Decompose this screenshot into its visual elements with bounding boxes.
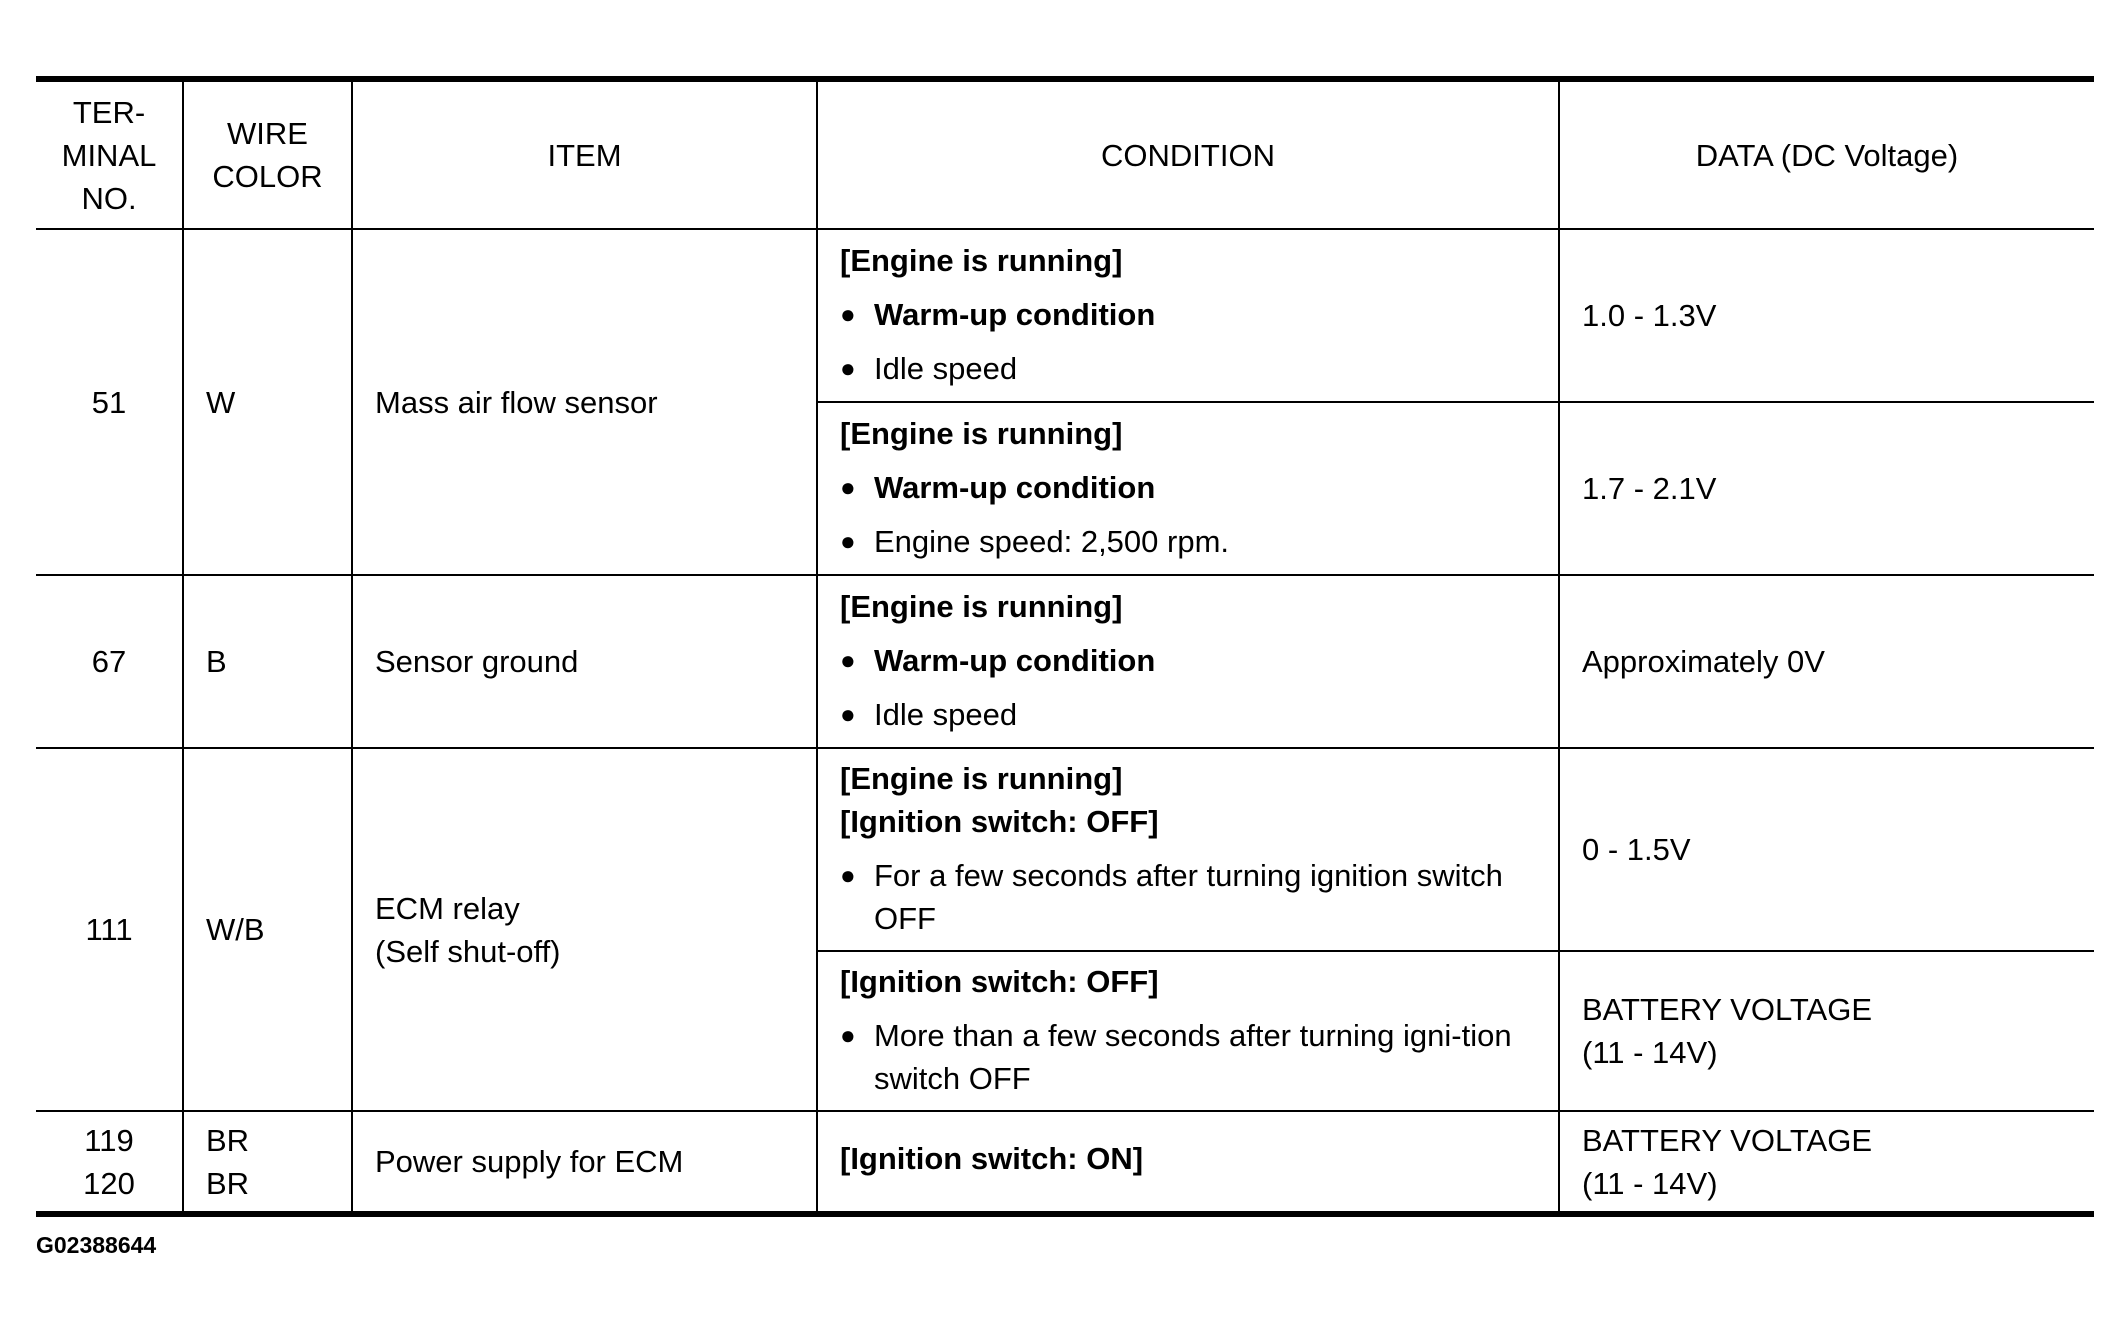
condition-cell: [Ignition switch: ON] xyxy=(817,1111,1559,1214)
condition-cell: [Ignition switch: OFF] ● More than a few seconds after turning igni-tion switch OFF xyxy=(817,951,1559,1111)
list-item: ● Warm-up condition xyxy=(840,293,1540,336)
table-row xyxy=(36,1111,2094,1214)
bullet-icon: ● xyxy=(840,526,856,556)
table-row xyxy=(36,748,2094,951)
bullet-icon: ● xyxy=(840,299,856,329)
bullet-icon: ● xyxy=(840,353,856,383)
header-condition: CONDITION xyxy=(817,79,1559,229)
header-row xyxy=(36,79,2094,229)
condition-cell: [Engine is running] [Ignition switch: OFF] ● For a few seconds after turning ignition switch OFF xyxy=(817,748,1559,951)
terminal-no-cell: 67 xyxy=(36,575,183,748)
item-cell: Power supply for ECM xyxy=(352,1111,817,1214)
data-voltage-cell: 1.7 - 2.1V xyxy=(1559,402,2094,575)
data-voltage-cell: BATTERY VOLTAGE (11 - 14V) xyxy=(1559,951,2094,1111)
list-item: ● Idle speed xyxy=(840,347,1540,390)
list-item: ● For a few seconds after turning ignition switch OFF xyxy=(840,854,1540,940)
data-voltage-cell: 0 - 1.5V xyxy=(1559,748,2094,951)
header-terminal-no: TER- MINAL NO. xyxy=(36,79,183,229)
list-item: ● Warm-up condition xyxy=(840,466,1540,509)
condition-cell: [Engine is running] ● Warm-up condition ● Idle speed xyxy=(817,575,1559,748)
header-wire-color: WIRE COLOR xyxy=(183,79,352,229)
header-data: DATA (DC Voltage) xyxy=(1559,79,2094,229)
condition-cell: [Engine is running] ● Warm-up condition ● Engine speed: 2,500 rpm. xyxy=(817,402,1559,575)
data-voltage-cell: Approximately 0V xyxy=(1559,575,2094,748)
item-cell: Sensor ground xyxy=(352,575,817,748)
condition-cell: [Engine is running] ● Warm-up condition ● Idle speed xyxy=(817,229,1559,402)
list-item: ● More than a few seconds after turning igni-tion switch OFF xyxy=(840,1014,1540,1100)
list-item: ● Idle speed xyxy=(840,693,1540,736)
header-item: ITEM xyxy=(352,79,817,229)
wire-color-cell: W/B xyxy=(183,748,352,1111)
data-voltage-cell: BATTERY VOLTAGE (11 - 14V) xyxy=(1559,1111,2094,1214)
bullet-icon: ● xyxy=(840,860,856,890)
data-voltage-cell: 1.0 - 1.3V xyxy=(1559,229,2094,402)
item-cell: Mass air flow sensor xyxy=(352,229,817,575)
terminal-no-cell: 51 xyxy=(36,229,183,575)
list-item: ● Engine speed: 2,500 rpm. xyxy=(840,520,1540,563)
wire-color-cell: B xyxy=(183,575,352,748)
bullet-icon: ● xyxy=(840,1020,856,1050)
terminal-no-cell: 119 120 xyxy=(36,1111,183,1214)
ecm-terminal-table xyxy=(36,76,2094,1217)
list-item: ● Warm-up condition xyxy=(840,639,1540,682)
table-row xyxy=(36,229,2094,402)
terminal-no-cell: 111 xyxy=(36,748,183,1111)
bullet-icon: ● xyxy=(840,472,856,502)
bullet-icon: ● xyxy=(840,699,856,729)
wire-color-cell: BR BR xyxy=(183,1111,352,1214)
table-row xyxy=(36,575,2094,748)
bullet-icon: ● xyxy=(840,645,856,675)
figure-id: G02388644 xyxy=(36,1232,157,1258)
wire-color-cell: W xyxy=(183,229,352,575)
item-cell: ECM relay (Self shut-off) xyxy=(352,748,817,1111)
